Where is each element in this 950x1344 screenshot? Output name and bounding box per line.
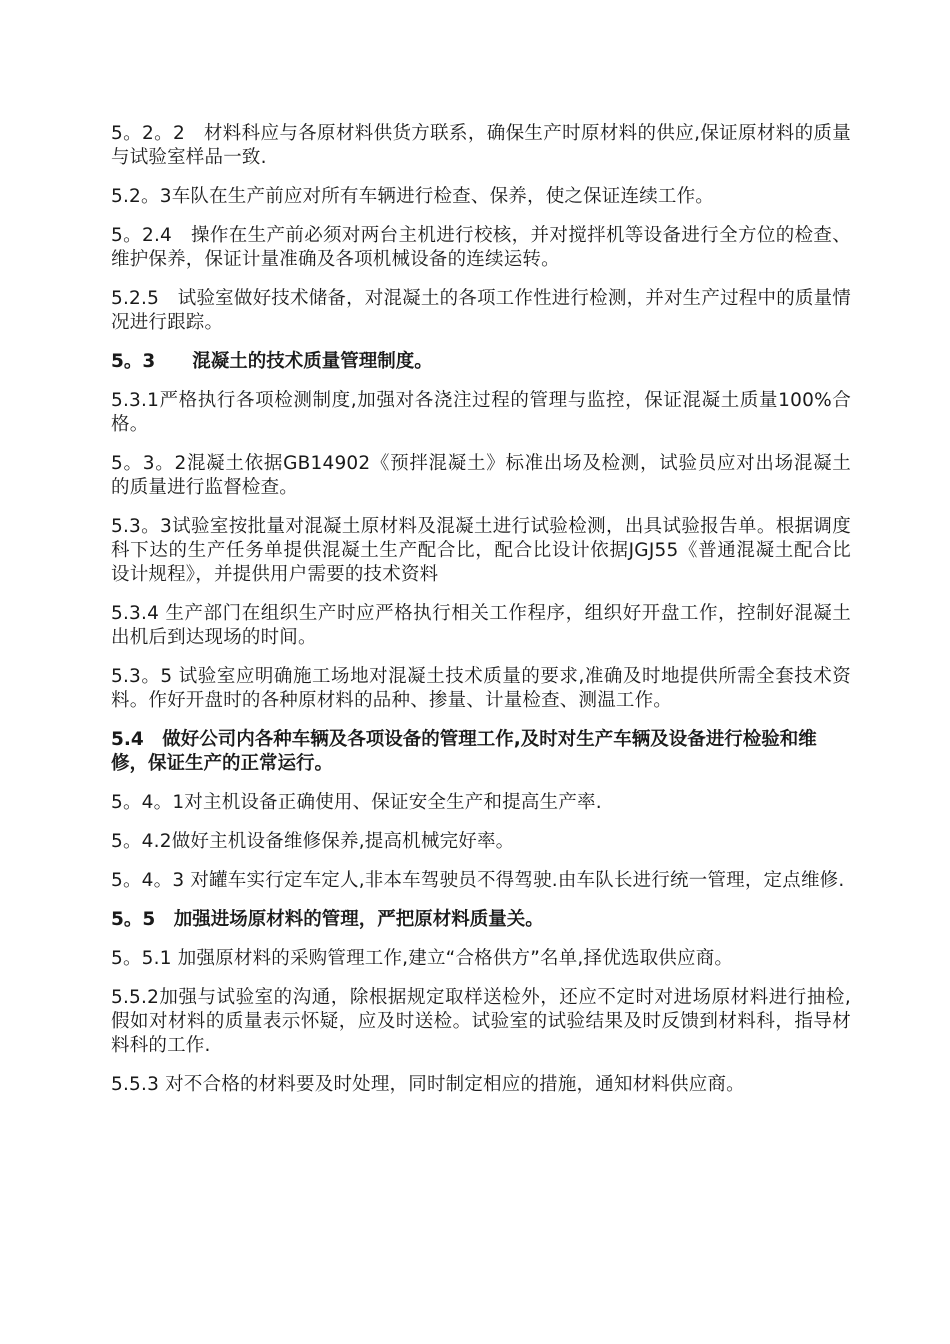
paragraph-5-3-2: 5。3。2混凝土依据GB14902《预拌混凝土》标准出场及检测，试验员应对出场混凝土的质量进行监督检查。 (111, 453, 851, 498)
paragraph-5-5-3: 5.5.3 对不合格的材料要及时处理，同时制定相应的措施，通知材料供应商。 (111, 1074, 745, 1095)
paragraph-5-5-2: 5.5.2加强与试验室的沟通，除根据规定取样送检外，还应不定时对进场原材料进行抽检,假如对材料的质量表示怀疑，应及时送检。试验室的试验结果及时反馈到材料科，指导材料科的工作. (111, 987, 851, 1056)
paragraph-5-3-5: 5.3。5 试验室应明确施工场地对混凝土技术质量的要求,准确及时地提供所需全套技术资料。作好开盘时的各种原材料的品种、掺量、计量检查、测温工作。 (111, 666, 851, 711)
paragraph-5-4-2: 5。4.2做好主机设备维修保养,提高机械完好率。 (111, 831, 515, 852)
paragraph-5-2-2: 5。2。2 材料科应与各原材料供货方联系，确保生产时原材料的供应,保证原材料的质量与试验室样品一致. (111, 123, 851, 168)
paragraph-5-3-1: 5.3.1严格执行各项检测制度,加强对各浇注过程的管理与监控，保证混凝土质量100%合格。 (111, 390, 851, 435)
section-heading-5-4: 5.4 做好公司内各种车辆及各项设备的管理工作,及时对生产车辆及设备进行检验和维修，保证生产的正常运行。 (111, 729, 817, 774)
section-heading-5-5: 5。5 加强进场原材料的管理，严把原材料质量关。 (111, 909, 544, 930)
section-heading-5-3: 5。3 混凝土的技术质量管理制度。 (111, 351, 433, 372)
paragraph-5-5-1: 5。5.1 加强原材料的采购管理工作,建立“合格供方”名单,择优选取供应商。 (111, 948, 734, 969)
document-body (111, 122, 851, 1112)
paragraph-5-2-3: 5.2。3车队在生产前应对所有车辆进行检查、保养，使之保证连续工作。 (111, 186, 714, 207)
paragraph-5-2-5: 5.2.5 试验室做好技术储备，对混凝土的各项工作性进行检测，并对生产过程中的质量情况进行跟踪。 (111, 288, 851, 333)
paragraph-5-2-4: 5。2.4 操作在生产前必须对两台主机进行校核，并对搅拌机等设备进行全方位的检查、维护保养，保证计量准确及各项机械设备的连续运转。 (111, 225, 851, 270)
paragraph-5-4-3: 5。4。3 对罐车实行定车定人,非本车驾驶员不得驾驶.由车队长进行统一管理，定点维修. (111, 870, 845, 891)
paragraph-5-4-1: 5。4。1对主机设备正确使用、保证安全生产和提高生产率. (111, 792, 602, 813)
paragraph-5-3-4: 5.3.4 生产部门在组织生产时应严格执行相关工作程序，组织好开盘工作，控制好混凝土出机后到达现场的时间。 (111, 603, 851, 648)
paragraph-5-3-3: 5.3。3试验室按批量对混凝土原材料及混凝土进行试验检测，出具试验报告单。根据调度科下达的生产任务单提供混凝土生产配合比，配合比设计依据JGJ55《普通混凝土配合比设计规程》，并提供用户需要的技术资料 (111, 516, 851, 585)
